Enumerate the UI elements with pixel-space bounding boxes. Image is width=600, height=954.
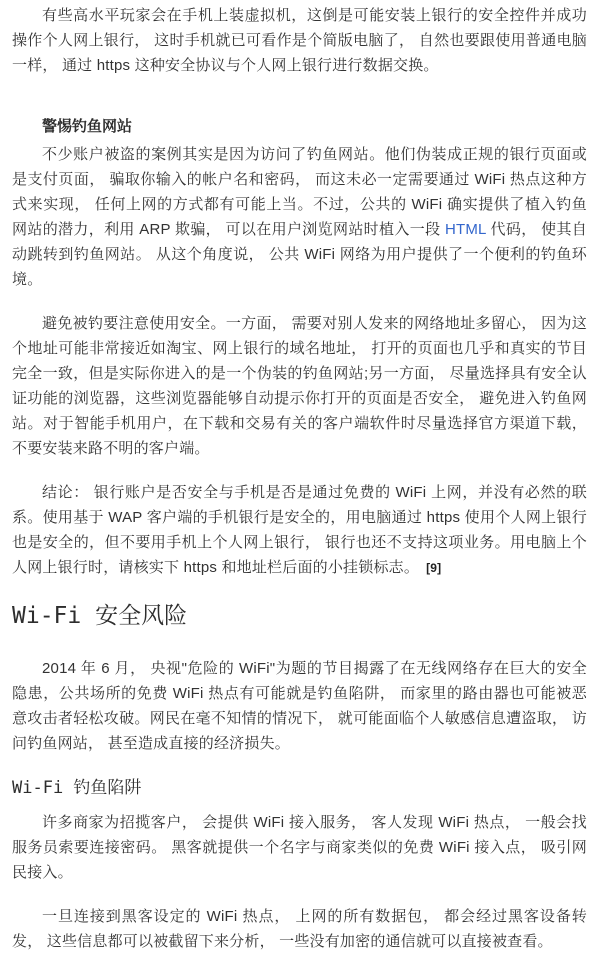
- heading-wifi-security-risk: Wi-Fi 安全风险: [12, 603, 188, 629]
- html-link[interactable]: HTML: [444, 221, 487, 238]
- heading-beware-phishing-sites: 警惕钓鱼网站: [42, 118, 133, 135]
- citation-9-marker: [9]: [426, 561, 442, 575]
- paragraph-text-after-link: 代码， 使其自动跳转到钓鱼网站。 从这个角度说， 公共 WiFi 网络为用户提供了一个便利的钓鱼环境。: [12, 221, 587, 288]
- paragraph-conclusion: [12, 480, 587, 581]
- paragraph-virtual-machine: 有些高水平玩家会在手机上装虚拟机，这倒是可能安装上银行的安全控件并成功操作个人网上银行， 这时手机就已可看作是个简版电脑了， 自然也要跟使用普通电脑一样， 通过 https 这种安全协议与个人网上银行进行数据交换。: [12, 7, 587, 74]
- heading-wifi-phishing-trap: Wi-Fi 钓鱼陷阱: [12, 778, 142, 798]
- paragraph-merchant-wifi: 许多商家为招揽客户， 会提供 WiFi 接入服务， 客人发现 WiFi 热点， 一般会找服务员索要连接密码。 黑客就提供一个名字与商家类似的免费 WiFi 接入点， 吸引网民接入。: [12, 814, 587, 881]
- paragraph-avoid-phishing: 避免被钓要注意使用安全。一方面， 需要对别人发来的网络地址多留心， 因为这个地址可能非常接近如淘宝、网上银行的域名地址， 打开的页面也几乎和真实的节目完全一致，但是实际你进入的是一个伪装的钓鱼网站;另一方面， 尽量选择具有安全认证功能的浏览器，这些浏览器能够自动提示你打开的页面是否安全， 避免进入钓鱼网站。对于智能手机用户，在下载和交易有关的客户端软件时尽量选择官方渠道下载， 不要安装来路不明的客户端。: [12, 315, 587, 457]
- paragraph-text-before-link: 不少账户被盗的案例其实是因为访问了钓鱼网站。他们伪装成正规的银行页面或是支付页面， 骗取你输入的帐户名和密码， 而这未必一定需要通过 WiFi 热点这种方式来实现， 任何上网的方式都有可能上当。不过，公共的 WiFi 确实提供了植入钓鱼网站的潜力，利用 ARP 欺骗， 可以在用户浏览网站时植入一段: [12, 146, 587, 238]
- paragraph-hacker-hotspot: 一旦连接到黑客设定的 WiFi 热点， 上网的所有数据包， 都会经过黑客设备转发， 这些信息都可以被截留下来分析， 一些没有加密的通信就可以直接被查看。: [12, 908, 587, 950]
- paragraph-phishing-overview: [12, 142, 587, 292]
- conclusion-text: 结论： 银行账户是否安全与手机是否是通过免费的 WiFi 上网，并没有必然的联系。使用基于 WAP 客户端的手机银行是安全的，用电脑通过 https 使用个人网上银行也是安全的，但不要用手机上个人网上银行， 银行也还不支持这项业务。用电脑上个人网上银行时，请核实下 https 和地址栏后面的小挂锁标志。: [12, 484, 587, 576]
- paragraph-cctv-report: 2014 年 6 月， 央视"危险的 WiFi"为题的节目揭露了在无线网络存在巨大的安全隐患，公共场所的免费 WiFi 热点有可能就是钓鱼陷阱， 而家里的路由器也可能被恶意攻击者轻松攻破。网民在毫不知情的情况下， 就可能面临个人敏感信息遭盗取， 访问钓鱼网站， 甚至造成直接的经济损失。: [12, 660, 587, 752]
